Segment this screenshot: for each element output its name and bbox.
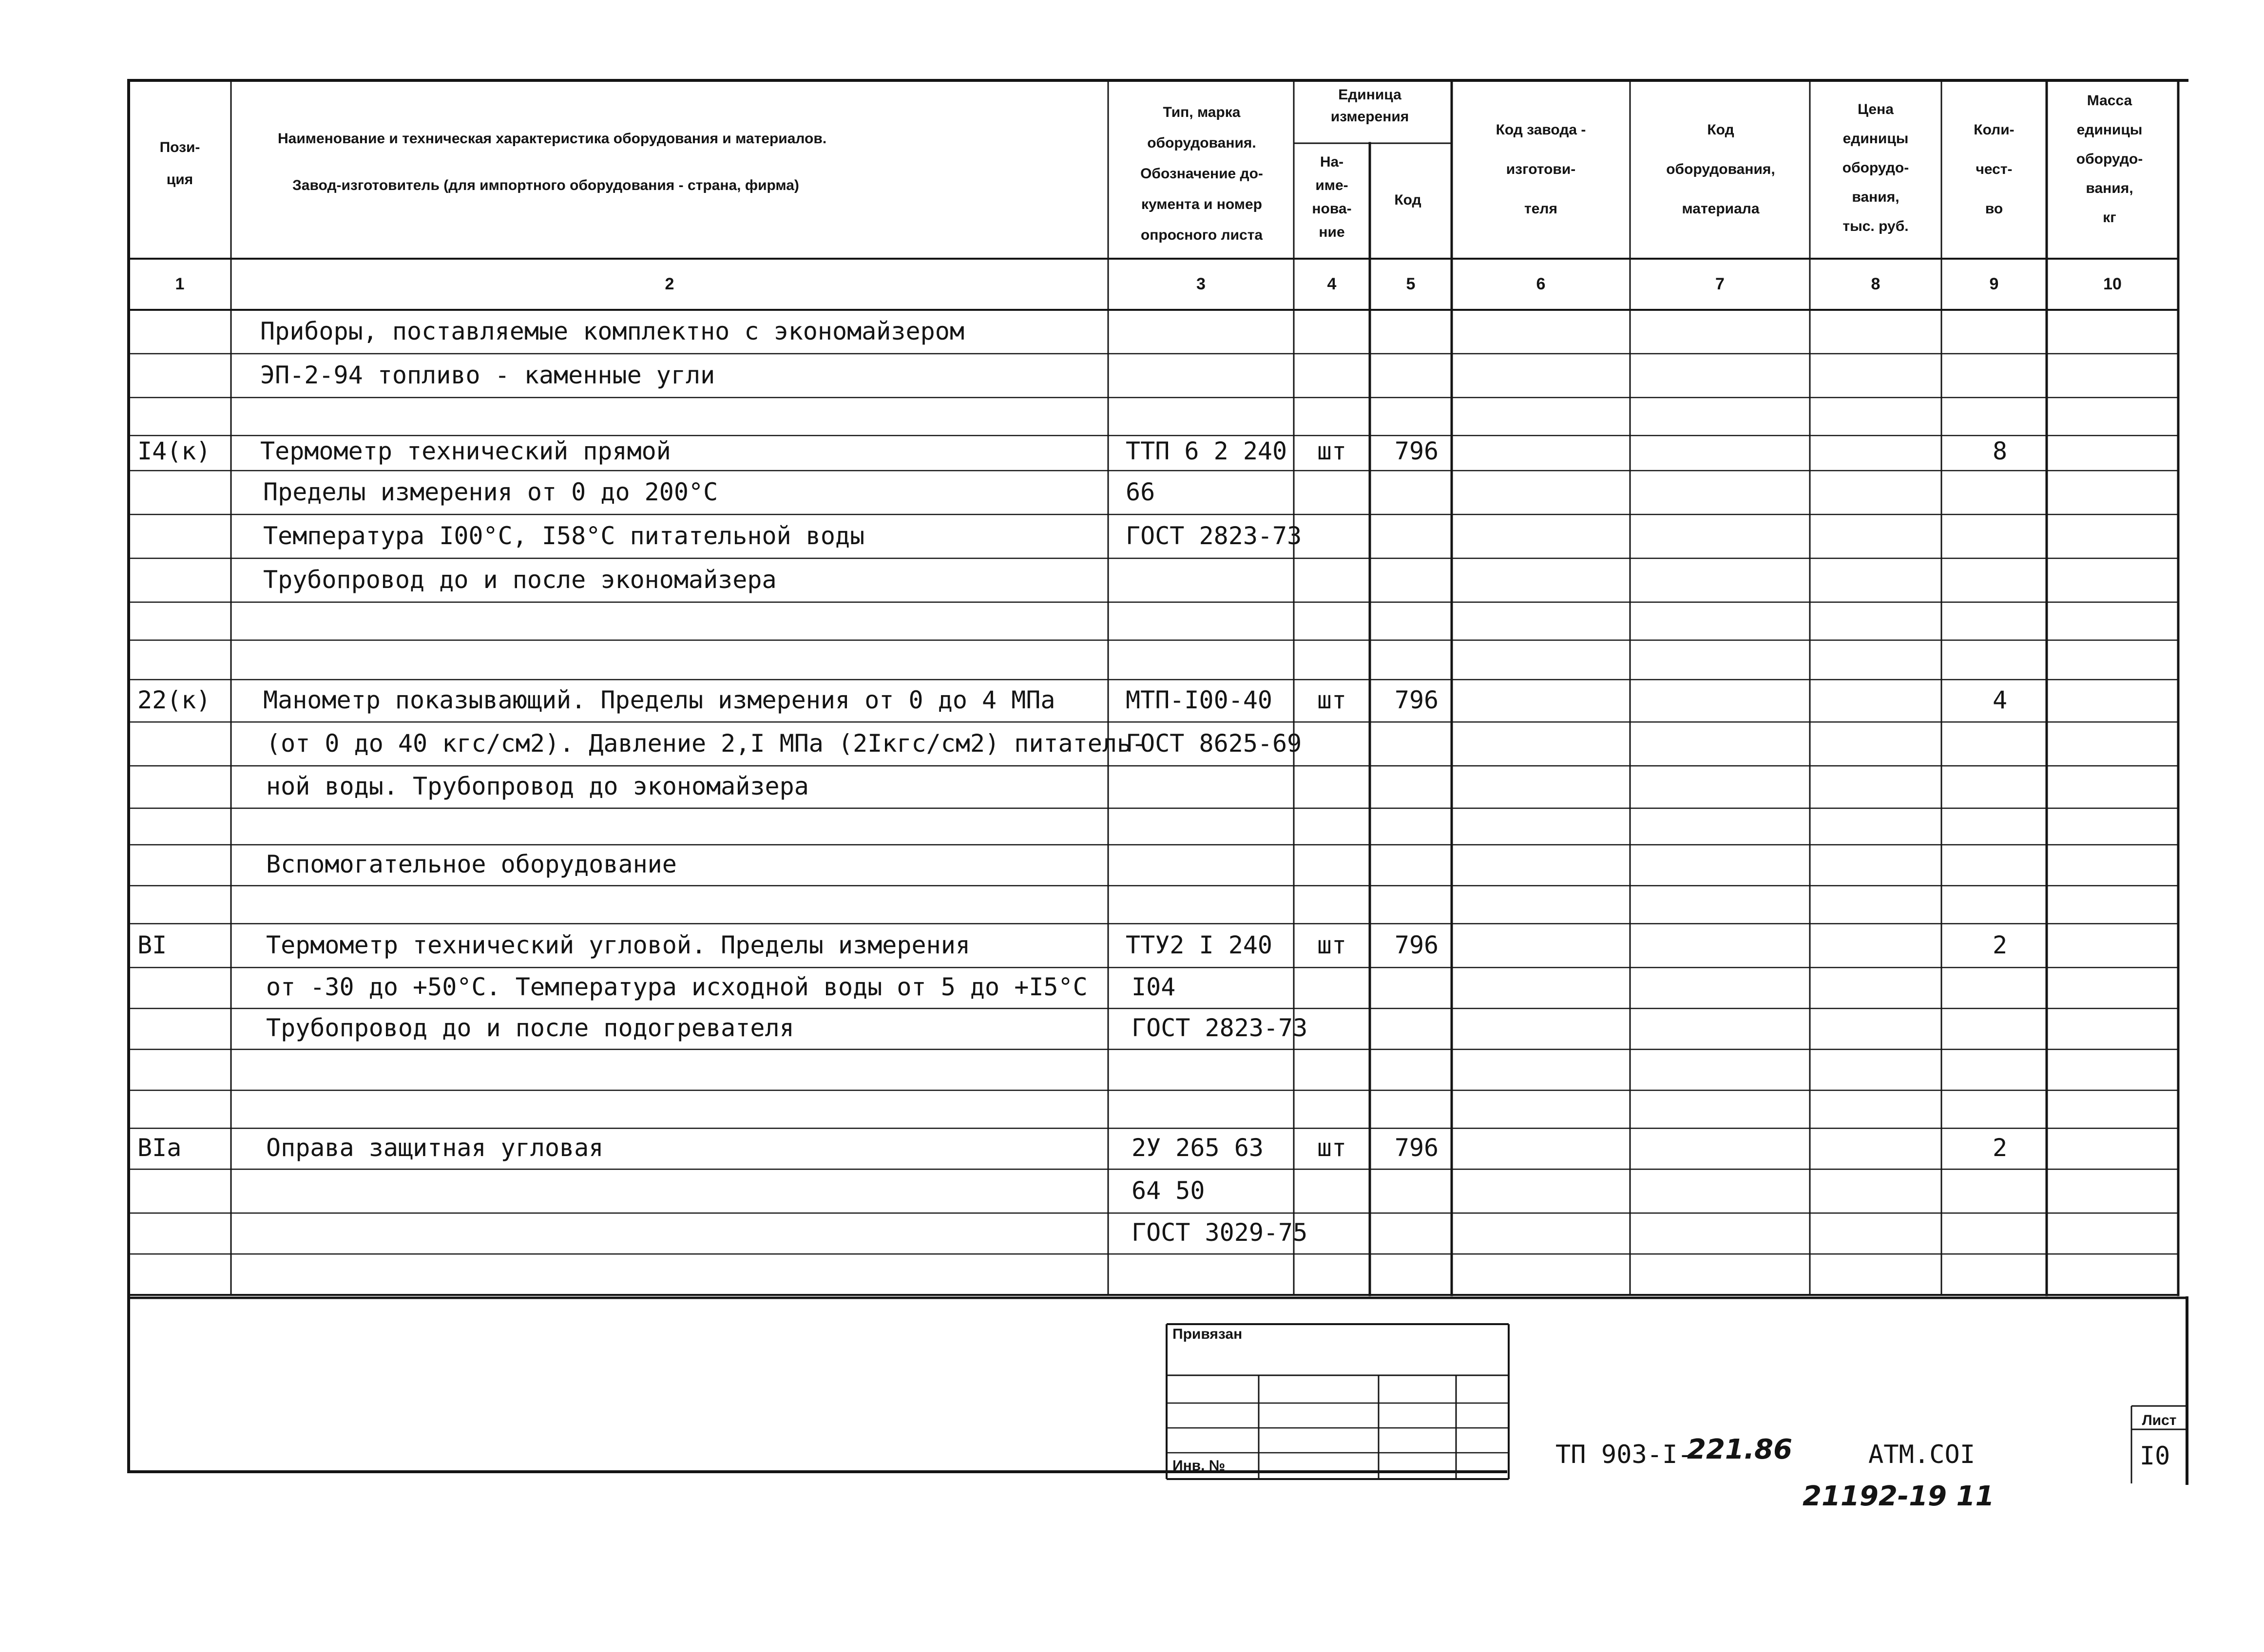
header-text: опросного листа: [1140, 227, 1263, 243]
table-row: [1132, 1177, 1205, 1205]
name-cell: Термометр технический прямой: [260, 437, 671, 465]
unit-cell: шт: [1317, 437, 1347, 465]
position-cell: 22(к): [137, 686, 211, 715]
table-row: [137, 437, 2007, 465]
sheet-number: I0: [2139, 1442, 2170, 1471]
type-cell: ГОСТ 2823-73: [1132, 1014, 1308, 1043]
type-cell: 2У 265 63: [1132, 1134, 1264, 1162]
table-body: [137, 317, 2007, 1247]
header-text: оборудования.: [1147, 135, 1256, 151]
name-cell: Приборы, поставляемые комплектно с экономайзером: [260, 317, 964, 346]
unit-cell: шт: [1317, 686, 1347, 715]
table-row: [263, 522, 1302, 550]
column-number-row: [175, 275, 2122, 293]
document-designation-handwritten: 221.86: [1687, 1434, 1793, 1465]
table-row: [266, 850, 677, 878]
table-row: [266, 772, 809, 800]
header-text: нова-: [1312, 201, 1352, 217]
header-text: Код: [1394, 192, 1421, 208]
document-mark: АТМ.СОI: [1868, 1440, 1976, 1469]
header-text: ние: [1319, 224, 1345, 240]
header-text: вания,: [2086, 180, 2133, 196]
header-text: Пози-: [159, 139, 200, 155]
position-cell: I4(к): [137, 437, 211, 465]
type-cell: I04: [1132, 973, 1176, 1002]
unit-cell: шт: [1317, 1134, 1347, 1162]
header-text: оборудования,: [1666, 161, 1775, 177]
name-cell: ЭП-2-94 топливо - каменные угли: [260, 361, 715, 390]
header-text: чест-: [1976, 161, 2013, 177]
header-text: ция: [166, 171, 193, 188]
header-text: Обозначение до-: [1140, 166, 1263, 182]
type-cell: 64 50: [1132, 1177, 1205, 1205]
type-cell: ГОСТ 2823-73: [1126, 522, 1302, 551]
header-text: изготови-: [1506, 161, 1576, 177]
type-cell: 66: [1126, 478, 1155, 507]
unit-code-cell: 796: [1394, 1134, 1439, 1162]
type-cell: ГОСТ 3029-75: [1132, 1218, 1308, 1247]
name-cell: Трубопровод до и после подогревателя: [266, 1014, 794, 1043]
column-number: 1: [175, 275, 185, 293]
header-text: Код: [1707, 122, 1734, 138]
header-text: кумента и номер: [1141, 196, 1263, 212]
table-header: [160, 87, 2143, 243]
name-cell: Оправа защитная угловая: [266, 1134, 604, 1162]
quantity-cell: 8: [1992, 437, 2008, 465]
type-cell: МТП-I00-40: [1126, 686, 1273, 715]
header-text: единицы: [1842, 131, 1909, 147]
column-number: 5: [1406, 275, 1416, 293]
header-text: На-: [1320, 154, 1344, 170]
column-number: 9: [1989, 275, 1999, 293]
table-row: [266, 729, 1302, 758]
header-text: Коли-: [1974, 122, 2015, 138]
inventory-number-label: Инв. №: [1172, 1458, 1226, 1474]
column-number: 7: [1715, 275, 1725, 293]
column-number: 3: [1196, 275, 1206, 293]
header-text: име-: [1315, 177, 1348, 193]
position-cell: ВIа: [137, 1134, 182, 1162]
unit-code-cell: 796: [1394, 686, 1439, 715]
table-row: [137, 686, 2007, 714]
sheet-label: Лист: [2142, 1412, 2177, 1428]
header-text: кг: [2103, 209, 2116, 226]
table-row: [260, 317, 964, 345]
header-text: во: [1985, 201, 2003, 217]
archive-number: 21192-19 11: [1803, 1481, 1995, 1512]
header-text: Наименование и техническая характеристика оборудования и материалов.: [278, 131, 827, 147]
header-text: Масса: [2087, 93, 2132, 109]
linked-label: Привязан: [1172, 1326, 1243, 1342]
name-cell: от -30 до +50°С. Температура исходной воды от 5 до +I5°С: [266, 973, 1088, 1002]
table-row: [263, 478, 1155, 506]
name-cell: Трубопровод до и после экономайзера: [263, 566, 777, 594]
column-number: 10: [2103, 275, 2122, 293]
table-row: [260, 361, 715, 389]
unit-code-cell: 796: [1394, 931, 1439, 960]
name-cell: Пределы измерения от 0 до 200°С: [263, 478, 718, 507]
table-row: [137, 1134, 2007, 1162]
header-text: материала: [1682, 201, 1760, 217]
title-block-stamp: [1167, 1324, 2187, 1512]
document-designation: ТП 903-I-: [1555, 1440, 1693, 1469]
table-row: [266, 1014, 1307, 1042]
name-cell: Термометр технический угловой. Пределы измерения: [266, 931, 970, 960]
header-text: Код завода -: [1496, 122, 1586, 138]
type-cell: ТТУ2 I 240: [1126, 931, 1273, 960]
column-number: 6: [1536, 275, 1546, 293]
quantity-cell: 2: [1992, 931, 2008, 960]
table-row: [137, 931, 2007, 959]
header-text: тыс. руб.: [1842, 218, 1909, 234]
unit-code-cell: 796: [1394, 437, 1439, 465]
table-row: [1132, 1218, 1307, 1247]
type-cell: ТТП 6 2 240: [1126, 437, 1287, 465]
header-text: Завод-изготовитель (для импортного оборудования - страна, фирма): [292, 177, 799, 193]
header-text: оборудо-: [2076, 151, 2143, 167]
column-number: 2: [665, 275, 674, 293]
quantity-cell: 2: [1992, 1134, 2008, 1162]
name-cell: Вспомогательное оборудование: [266, 850, 677, 879]
unit-cell: шт: [1317, 931, 1347, 960]
header-text: единицы: [2076, 122, 2143, 138]
name-cell: ной воды. Трубопровод до экономайзера: [266, 772, 809, 801]
header-text: вания,: [1852, 189, 1899, 205]
header-text: оборудо-: [1842, 160, 1909, 176]
name-cell: Температура I00°С, I58°С питательной воды: [263, 522, 865, 551]
quantity-cell: 4: [1992, 686, 2008, 715]
column-number: 4: [1327, 275, 1337, 293]
header-text: теля: [1524, 201, 1557, 217]
table-row: [263, 566, 777, 594]
header-text: измерения: [1330, 109, 1409, 125]
header-text: Единица: [1338, 87, 1401, 103]
name-cell: Манометр показывающий. Пределы измерения от 0 до 4 МПа: [263, 686, 1055, 715]
header-text: Тип, марка: [1163, 104, 1241, 120]
header-text: Цена: [1858, 101, 1894, 117]
column-number: 8: [1871, 275, 1880, 293]
type-cell: ГОСТ 8625-69: [1126, 729, 1302, 758]
name-cell: (от 0 до 40 кгс/см2). Давление 2,I МПа (2Iкгс/см2) питатель-: [266, 729, 1147, 758]
position-cell: ВI: [137, 931, 167, 960]
table-row: [266, 973, 1175, 1001]
